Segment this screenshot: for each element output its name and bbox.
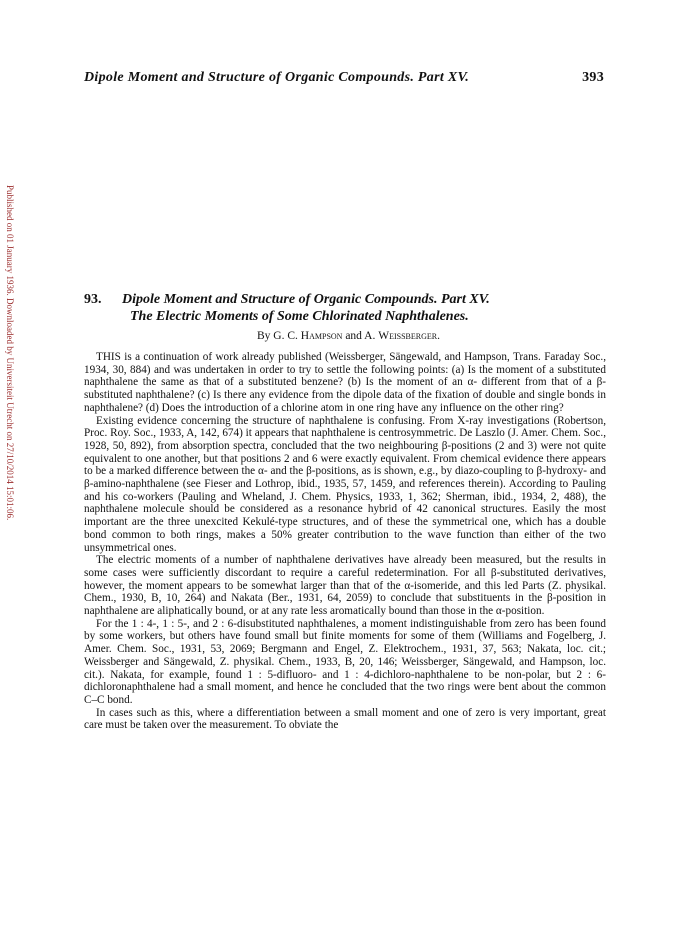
authors-prefix: By G. C. (257, 330, 298, 342)
author-line (0, 330, 697, 342)
article-subtitle: The Electric Moments of Some Chlorinated Naphthalenes. (130, 309, 469, 324)
article-body (84, 351, 606, 732)
article-title: Dipole Moment and Structure of Organic Compounds. Part XV. (122, 292, 490, 307)
author-hampson: Hampson (300, 330, 343, 342)
body-paragraph-1: THIS is a continuation of work already published (Weissberger, Sängewald, and Hampson, Trans. Faraday Soc., 1934, 30, 884) and was undertaken in order to try to settle the following points: (a) Is the moment of a substituted naphthalene the same as that of a substituted benzene? (b) Is the moment of an α- different from that of a β-substituted naphthalene? (c) Is there any evidence from the dipole data of the fixation of double and single bonds in naphthalene? (d) Does the introduction of a chlorine atom in one ring have any influence on the other ring? (84, 351, 606, 414)
side-note-text: Published on 01 January 1936. Downloaded by Universiteit Utrecht on 27/10/2014 15:01:06. (5, 185, 15, 521)
page-number: 393 (582, 70, 604, 85)
authors-and: and A. (345, 330, 376, 342)
running-head-title: Dipole Moment and Structure of Organic Compounds. Part XV. (84, 70, 470, 85)
body-paragraph-4: For the 1 : 4-, 1 : 5-, and 2 : 6-disubstituted naphthalenes, a moment indistinguishable from zero has been found by some workers, but others have found small but finite moments for some of them (Williams and Fogelberg, J. Amer. Chem. Soc., 1931, 53, 2069; Bergmann and Engel, Z. Elektrochem., 1931, 37, 563; Nakata, loc. cit.; Weissberger and Sängewald, Z. physikal. Chem., 1933, B, 20, 146; Weissberger, Sängewald, and Hampson, loc. cit.). Nakata, for example, found 1 : 5-difluoro- and 1 : 4-dichloro-naphthalene to be non-polar, but 2 : 6-dichloronaphthalene had a small moment, and hence he concluded that the two rings were bent about the common C–C bond. (84, 617, 606, 706)
running-head (84, 70, 604, 90)
publication-side-note (3, 185, 15, 610)
author-weissberger: Weissberger. (378, 330, 440, 342)
article-number: 93. (84, 292, 102, 307)
body-paragraph-5: In cases such as this, where a differentiation between a small moment and one of zero is very important, great care must be taken over the measurement. To obviate the (84, 706, 606, 732)
body-paragraph-3: The electric moments of a number of naphthalene derivatives have already been measured, but the results in some cases were sufficiently discordant to require a careful redetermination. For all β-substituted derivatives, however, the moment appears to be somewhat larger than that of the α-isomeride, and this led Parts (Z. physikal. Chem., 1930, B, 10, 264) and Nakata (Ber., 1931, 64, 2059) to conclude that substituents in the β-position in naphthalene are aliphatically bound, or at any rate less aromatically bound than those in the α-position. (84, 554, 606, 618)
body-paragraph-2: Existing evidence concerning the structure of naphthalene is confusing. From X-ray investigations (Robertson, Proc. Roy. Soc., 1933, A, 142, 674) it appears that naphthalene is centrosymmetric. De Laszlo (J. Amer. Chem. Soc., 1928, 50, 892), from absorption spectra, concluded that the two neighbouring β-positions (2 and 3) were not quite equivalent to one another, but that positions 2 and 6 were exactly equivalent. From chemical evidence there appears to be a marked difference between the α- and the β-positions, as is shown, e.g., by diazo-coupling to β-hydroxy- and β-amino-naphthalene (see Fieser and Lothrop, ibid., 1935, 57, 1459, and references therein). According to Pauling and his co-workers (Pauling and Wheland, J. Chem. Physics, 1933, 1, 362; Sherman, ibid., 1934, 2, 488), the naphthalene molecule should be considered as a resonance hybrid of 42 canonical structures. Easily the most important are the three unexcited Kekulé-type structures, and of these the symmetrical one, which has a double bond common to both rings, makes a 50% greater contribution to the wave function than either of the two unsymmetrical ones. (84, 414, 606, 554)
